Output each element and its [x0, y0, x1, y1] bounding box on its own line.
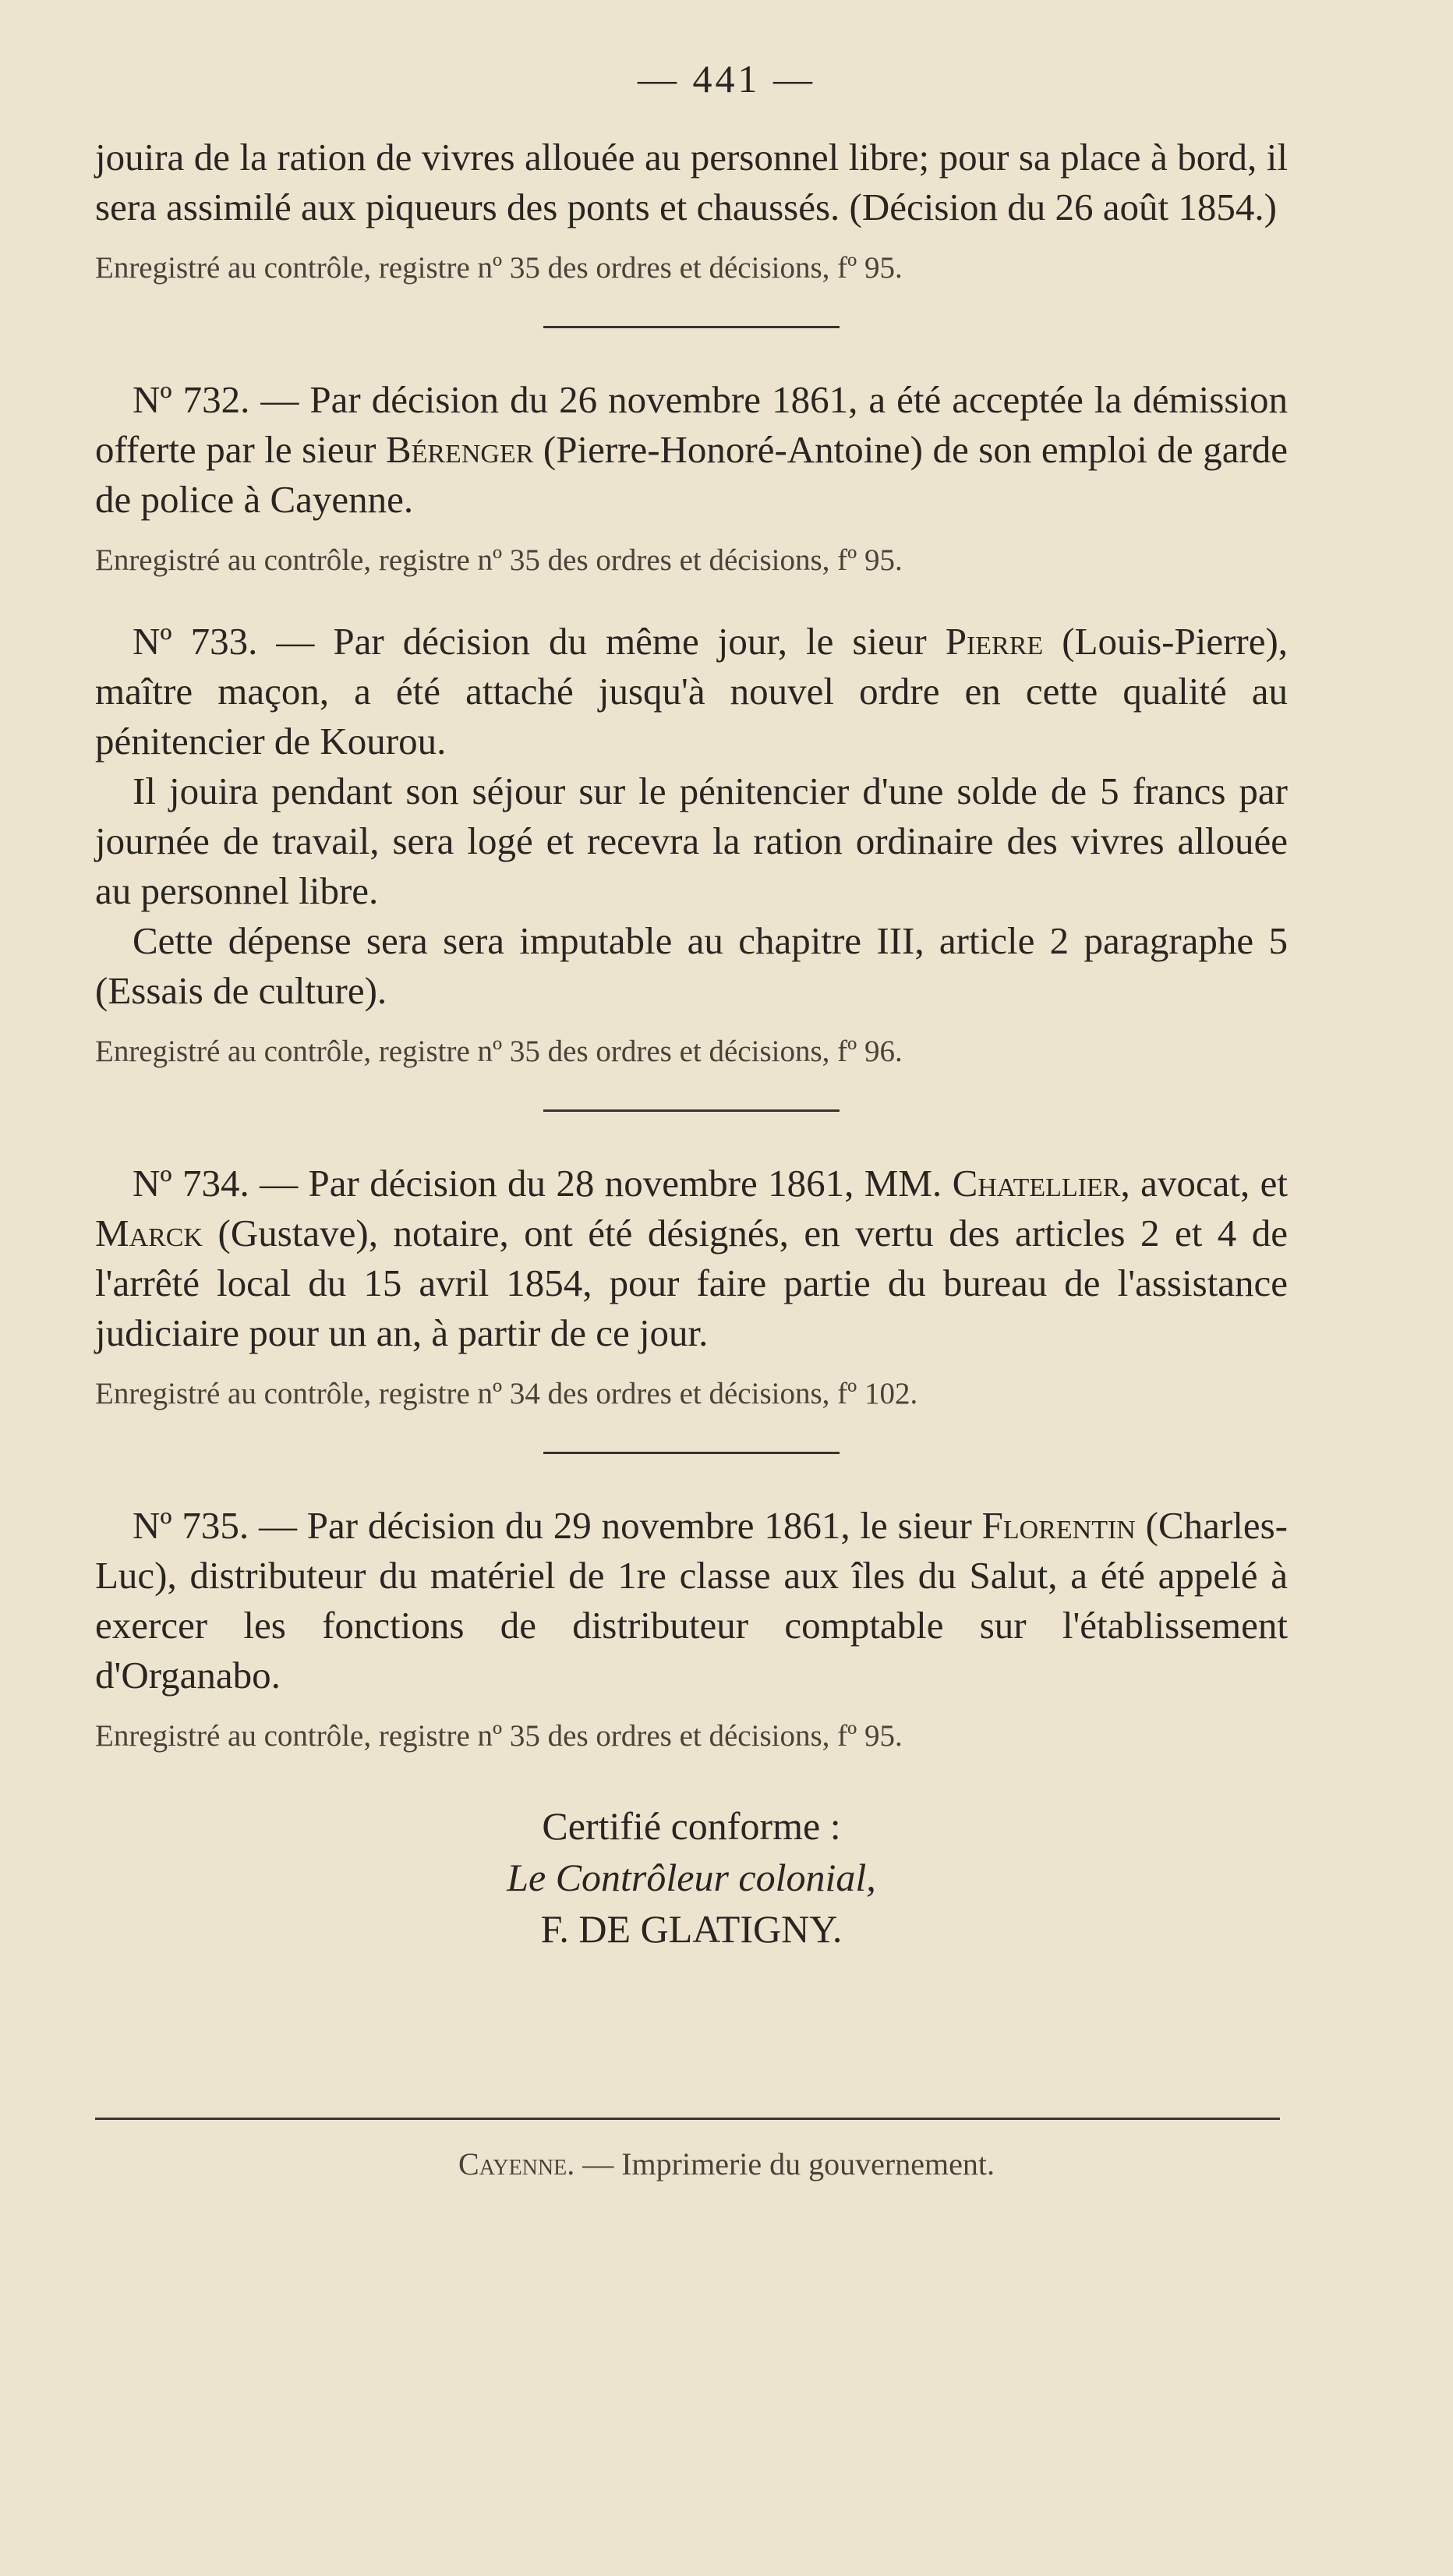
- page-content: [95, 133, 1288, 1955]
- entry-paragraph: Il jouira pendant son séjour sur le pénitencier d'une solde de 5 francs par journée de travail, sera logé et recevra la ration ordinaire des vivres allouée au personnel libre.: [95, 770, 1288, 912]
- imprint-place: Cayenne.: [458, 2146, 575, 2181]
- person-name: Pierre: [945, 620, 1044, 663]
- certification-line: Certifié conforme :: [542, 1804, 841, 1848]
- person-name: Marck: [95, 1212, 203, 1254]
- section-divider: [543, 326, 840, 328]
- person-name: Chatellier: [952, 1162, 1121, 1205]
- entry-text: — Par décision du même jour, le sieur: [276, 620, 927, 663]
- entry-number: Nº 733.: [133, 620, 258, 663]
- signature-block: [95, 1800, 1288, 1955]
- page-number: — 441 —: [638, 57, 815, 101]
- entry-number: Nº 735.: [133, 1504, 249, 1547]
- imprint-text: — Imprimerie du gouvernement.: [582, 2146, 995, 2181]
- registration-note: Enregistré au contrôle, registre nº 35 des ordres et décisions, fº 96.: [95, 1035, 903, 1068]
- entry-text: (Louis-Pierre), maître maçon, a été attaché jusqu'à nouvel ordre en cette qualité au pénitencier de Kourou.: [95, 620, 1289, 763]
- registration-note: Enregistré au contrôle, registre nº 34 des ordres et décisions, fº 102.: [95, 1377, 918, 1410]
- decision-entry-732: [95, 375, 1288, 525]
- entry-paragraph: Cette dépense sera sera imputable au chapitre III, article 2 paragraphe 5 (Essais de culture).: [95, 919, 1288, 1012]
- entry-text: (Gustave), notaire, ont été désignés, en vertu des articles 2 et 4 de l'arrêté local du 15 avril 1854, pour faire partie du bureau de l'assistance judiciaire pour un an, à partir de ce jour.: [95, 1212, 1289, 1354]
- printer-imprint: [0, 2146, 1453, 2182]
- section-divider: [543, 1452, 840, 1454]
- entry-text: — Par décision du 26 novembre 1861, a été acceptée la démission offerte par le sieur: [95, 378, 1288, 471]
- decision-entry-734: [95, 1159, 1288, 1358]
- decision-entry-735: [95, 1501, 1288, 1700]
- entry-text: (Pierre-Honoré-Antoine) de son emploi de garde de police à Cayenne.: [95, 428, 1289, 521]
- signatory-title: Le Contrôleur colonial,: [507, 1856, 876, 1899]
- entry-text: — Par décision du 29 novembre 1861, le sieur: [258, 1504, 972, 1547]
- section-divider: [543, 1109, 840, 1112]
- registration-note: Enregistré au contrôle, registre nº 35 des ordres et décisions, fº 95.: [95, 251, 903, 285]
- person-name: Bérenger: [385, 428, 534, 471]
- signatory-name: F. DE GLATIGNY.: [540, 1907, 843, 1951]
- registration-note: Enregistré au contrôle, registre nº 35 des ordres et décisions, fº 95.: [95, 543, 903, 577]
- continuation-paragraph: jouira de la ration de vivres allouée au personnel libre; pour sa place à bord, il sera assimilé aux piqueurs des ponts et chaussés. (Décision du 26 août 1854.): [95, 136, 1288, 228]
- entry-text: (Charles-Luc), distributeur du matériel de 1re classe aux îles du Salut, a été appelé à exercer les fonctions de distributeur comptable sur l'établissement d'Organabo.: [95, 1504, 1288, 1697]
- decision-entry-733: [95, 617, 1288, 766]
- entry-number: Nº 734.: [133, 1162, 249, 1205]
- entry-text: — Par décision du 28 novembre 1861, MM.: [260, 1162, 942, 1205]
- entry-number: Nº 732.: [133, 378, 250, 421]
- entry-text: , avocat, et: [1120, 1162, 1288, 1205]
- person-name: Florentin: [981, 1504, 1136, 1547]
- footer-divider: [95, 2118, 1280, 2120]
- registration-note: Enregistré au contrôle, registre nº 35 des ordres et décisions, fº 95.: [95, 1719, 903, 1753]
